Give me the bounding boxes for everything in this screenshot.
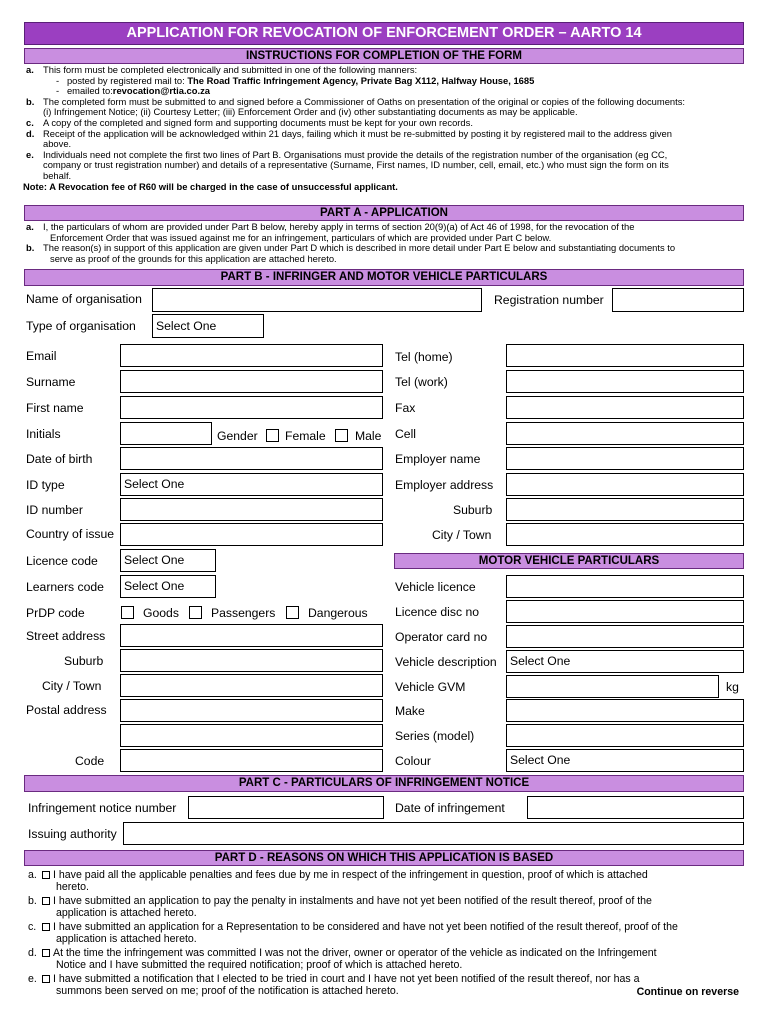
street-address-label: Street address: [26, 629, 106, 643]
revocation-fee-note: Note: A Revocation fee of R60 will be charged in the case of unsuccessful applicant.: [23, 180, 398, 192]
tel-work-input[interactable]: [506, 370, 744, 393]
type-of-organisation-select[interactable]: Select One: [152, 314, 264, 338]
vehicle-licence-input[interactable]: [506, 575, 744, 598]
goods-checkbox[interactable]: [121, 606, 134, 619]
employer-city-input[interactable]: [506, 523, 744, 546]
instruction-a-email: emailed to:: [66, 85, 113, 97]
street-address-input[interactable]: [120, 624, 383, 647]
employer-name-input[interactable]: [506, 447, 744, 470]
cell-input[interactable]: [506, 422, 744, 445]
email-address-rtia: revocation@rtia.co.za: [112, 85, 210, 97]
instruction-d-cont: above.: [43, 138, 72, 150]
series-label: Series (model): [395, 729, 475, 743]
operator-card-input[interactable]: [506, 625, 744, 648]
name-of-organisation-input[interactable]: [152, 288, 482, 312]
gender-label: Gender: [217, 429, 258, 443]
learners-code-select[interactable]: Select One: [120, 575, 216, 598]
female-checkbox[interactable]: [266, 429, 279, 442]
employer-name-label: Employer name: [395, 452, 481, 466]
licence-code-label: Licence code: [26, 554, 98, 568]
reason-e[interactable]: e. I have submitted a notification that I elected to be tried in court and I have not yet been notified of the result thereof, nor has a: [28, 973, 640, 985]
tel-home-label: Tel (home): [395, 350, 453, 364]
vehicle-licence-label: Vehicle licence: [395, 580, 476, 594]
reason-c[interactable]: c. I have submitted an application for a Representation to be considered and have not yet been notified of the result thereof, proof of the: [28, 921, 678, 933]
instruction-e-cont: company or trust registration number) and details of a representative (Surname, First names, ID number, cell, email, etc.) who must sign the form on its: [43, 159, 669, 171]
reason-e-checkbox[interactable]: [42, 975, 50, 983]
code-label: Code: [75, 754, 105, 768]
reason-c-checkbox[interactable]: [42, 923, 50, 931]
tel-home-input[interactable]: [506, 344, 744, 367]
licence-code-select[interactable]: Select One: [120, 549, 216, 572]
first-name-input[interactable]: [120, 396, 383, 419]
kg-unit-label: kg: [726, 680, 739, 694]
part-a-heading: PART A - APPLICATION: [24, 205, 744, 221]
first-name-label: First name: [26, 401, 84, 415]
city-town-input[interactable]: [120, 674, 383, 697]
dangerous-label: Dangerous: [308, 606, 368, 620]
infringement-notice-number-input[interactable]: [188, 796, 384, 819]
part-a-text: a. I, the particulars of whom are provided under Part B below, hereby apply in terms of section 20(9)(a) of Act 46 of 1998, for the revocation of the Enforcement Order that was issued against me for an infringement, particulars of which are provided under Part C below. b. The reason(s) in support of this application are given under Part D which is described in more detail under Part E below and substantiating documents to serve as proof of the grounds for this application are attached hereto.: [26, 222, 746, 264]
make-input[interactable]: [506, 699, 744, 722]
employer-suburb-input[interactable]: [506, 498, 744, 521]
form-title: APPLICATION FOR REVOCATION OF ENFORCEMENT ORDER – AARTO 14: [24, 22, 744, 45]
colour-select[interactable]: Select One: [506, 749, 744, 772]
fax-label: Fax: [395, 401, 416, 415]
issuing-authority-label: Issuing authority: [28, 827, 117, 841]
part-b-heading: PART B - INFRINGER AND MOTOR VEHICLE PARTICULARS: [24, 269, 744, 286]
male-label: Male: [355, 429, 382, 443]
id-type-select[interactable]: Select One: [120, 473, 383, 496]
female-label: Female: [285, 429, 326, 443]
surname-label: Surname: [26, 375, 76, 389]
reason-a-checkbox[interactable]: [42, 871, 50, 879]
instructions-heading: INSTRUCTIONS FOR COMPLETION OF THE FORM: [24, 48, 744, 64]
reason-c-text: I have submitted an application for a Representation to be considered and have not yet been notified of the result thereof, proof of the: [53, 921, 678, 933]
cell-label: Cell: [395, 427, 416, 441]
reason-a[interactable]: a. I have paid all the applicable penalties and fees due by me in respect of the infringement in question, proof of which is attached: [28, 869, 648, 881]
operator-card-label: Operator card no: [395, 630, 488, 644]
instruction-e-cont2: behalf.: [43, 169, 72, 181]
city-town-label: City / Town: [42, 679, 102, 693]
instruction-e: Individuals need not complete the first two lines of Part B. Organisations must provide the details of the registration number of the organisation (eg CC,: [43, 148, 668, 160]
email-input[interactable]: [120, 344, 383, 367]
tel-work-label: Tel (work): [395, 375, 448, 389]
instruction-b: The completed form must be submitted to and signed before a Commissioner of Oaths on presentation of the original or copies of the following documents:: [43, 95, 686, 107]
suburb-label: Suburb: [64, 654, 104, 668]
reason-b-text: I have submitted an application to pay the penalty in instalments and have not yet been notified of the result thereof, proof of the: [53, 895, 652, 907]
vehicle-description-select[interactable]: Select One: [506, 650, 744, 673]
licence-disc-label: Licence disc no: [395, 605, 480, 619]
country-of-issue-label: Country of issue: [26, 527, 115, 541]
instruction-d: Receipt of the application will be acknowledged within 21 days, failing which it must be re-submitted by posting it by registered mail to the address given: [43, 127, 672, 139]
surname-input[interactable]: [120, 370, 383, 393]
instruction-c: A copy of the completed and signed form and supporting documents must be kept for your own records.: [43, 116, 473, 128]
country-of-issue-input[interactable]: [120, 523, 383, 546]
reason-d-checkbox[interactable]: [42, 949, 50, 957]
instruction-a-post: posted by registered mail to:: [66, 74, 188, 86]
passengers-checkbox[interactable]: [189, 606, 202, 619]
dangerous-checkbox[interactable]: [286, 606, 299, 619]
vehicle-description-label: Vehicle description: [395, 655, 497, 669]
date-of-infringement-input[interactable]: [527, 796, 744, 819]
id-type-label: ID type: [26, 478, 65, 492]
part-a-item-a: I, the particulars of whom are provided under Part B below, hereby apply in terms of section 20(9)(a) of Act 46 of 1998, for the revocation of the: [43, 221, 635, 232]
instruction-a: This form must be completed electronically and submitted in one of the following manners:: [43, 64, 418, 75]
vehicle-gvm-label: Vehicle GVM: [395, 680, 466, 694]
reason-c-cont: application is attached hereto.: [56, 933, 197, 945]
date-of-infringement-label: Date of infringement: [395, 801, 505, 815]
infringement-notice-number-label: Infringement notice number: [28, 801, 177, 815]
make-label: Make: [395, 704, 425, 718]
employer-address-label: Employer address: [395, 478, 494, 492]
colour-label: Colour: [395, 754, 431, 768]
postal-address-label: Postal address: [26, 703, 107, 717]
postal-address-input-1[interactable]: [120, 699, 383, 722]
learners-code-label: Learners code: [26, 580, 104, 594]
reason-d-text: At the time the infringement was committed I was not the driver, owner or operator of the vehicle as indicated on the Infringement: [53, 947, 657, 959]
reason-a-text: I have paid all the applicable penalties and fees due by me in respect of the infringement in question, proof of which is attached: [53, 869, 648, 881]
date-of-birth-label: Date of birth: [26, 452, 93, 466]
employer-city-label: City / Town: [432, 528, 492, 542]
male-checkbox[interactable]: [335, 429, 348, 442]
date-of-birth-input[interactable]: [120, 447, 383, 470]
name-of-organisation-label: Name of organisation: [26, 292, 142, 306]
suburb-input[interactable]: [120, 649, 383, 672]
id-number-label: ID number: [26, 503, 83, 517]
initials-input[interactable]: [120, 422, 212, 445]
licence-disc-input[interactable]: [506, 600, 744, 623]
type-of-organisation-label: Type of organisation: [26, 319, 136, 333]
initials-label: Initials: [26, 427, 61, 441]
reason-e-cont: summons been served on me; proof of the notification is attached hereto.: [56, 985, 399, 997]
prdp-code-label: PrDP code: [26, 606, 85, 620]
reason-b-cont: application is attached hereto.: [56, 907, 197, 919]
part-a-item-a-cont: Enforcement Order that was issued against me for an infringement, particulars of which are provided under Part C below.: [50, 231, 552, 243]
employer-suburb-label: Suburb: [453, 503, 493, 517]
vehicle-gvm-input[interactable]: [506, 675, 719, 698]
reason-b-checkbox[interactable]: [42, 897, 50, 905]
reason-b[interactable]: b. I have submitted an application to pay the penalty in instalments and have not yet been notified of the result thereof, proof of the: [28, 895, 652, 907]
goods-label: Goods: [143, 606, 179, 620]
postal-code-input[interactable]: [120, 749, 383, 772]
instruction-b-cont: (i) Infringement Notice; (ii) Courtesy Letter; (iii) Enforcement Order and (iv) other substantiating documents as may be applicable.: [43, 106, 578, 118]
part-a-item-b-cont: serve as proof of the grounds for this application are attached hereto.: [50, 252, 337, 264]
reason-d[interactable]: d. At the time the infringement was committed I was not the driver, owner or operator of the vehicle as indicated on the Infringement: [28, 947, 657, 959]
registration-number-label: Registration number: [494, 293, 604, 307]
postal-address-input-2[interactable]: [120, 724, 383, 747]
reason-e-text: I have submitted a notification that I elected to be tried in court and I have not yet been notified of the result thereof, nor has a: [53, 973, 640, 985]
email-label: Email: [26, 349, 57, 363]
series-input[interactable]: [506, 724, 744, 747]
reason-a-cont: hereto.: [56, 881, 89, 893]
postal-address-rtia: The Road Traffic Infringement Agency, Private Bag X112, Halfway House, 1685: [187, 74, 535, 86]
continue-on-reverse: Continue on reverse: [636, 986, 739, 998]
passengers-label: Passengers: [211, 606, 276, 620]
part-a-item-b: The reason(s) in support of this application are given under Part D which is described in more detail under Part E below and substantiating documents to: [43, 242, 676, 254]
issuing-authority-input[interactable]: [123, 822, 744, 845]
employer-address-input[interactable]: [506, 473, 744, 496]
id-number-input[interactable]: [120, 498, 383, 521]
part-d-heading: PART D - REASONS ON WHICH THIS APPLICATION IS BASED: [24, 850, 744, 866]
registration-number-input[interactable]: [612, 288, 744, 312]
part-c-heading: PART C - PARTICULARS OF INFRINGEMENT NOTICE: [24, 775, 744, 792]
reason-d-cont: Notice and I have submitted the required notification; proof of which is attached hereto.: [56, 959, 463, 971]
motor-vehicle-heading: MOTOR VEHICLE PARTICULARS: [394, 553, 744, 569]
fax-input[interactable]: [506, 396, 744, 419]
instructions-list: a. This form must be completed electronically and submitted in one of the following manners: - posted by registered mail to: The Road Traffic Infringement Agency, Private Bag X112, Halfway House, 1685 - emailed to:revocation@rtia.co.za b. The completed form must be submitted to and signed before a Commissioner of Oaths on presentation of the original or copies of the following documents: (i) Infringement Notice; (ii) Courtesy Letter; (iii) Enforcement Order and (iv) other substantiating documents as may be applicable. c. A copy of the completed and signed form and supporting documents must be kept for your own records. d. Receipt of the application will be acknowledged within 21 days, failing which it must be re-submitted by posting it by registered mail to the address given above. e. Individuals need not complete the first two lines of Part B. Organisations must provide the details of the registration number of the organisation (eg CC, company or trust registration number) and details of a representative (Surname, First names, ID number, cell, email, etc.) who must sign the form on its behalf. Note: A Revocation fee of R60 will be charged in the case of unsuccessful applicant.: [26, 65, 746, 192]
